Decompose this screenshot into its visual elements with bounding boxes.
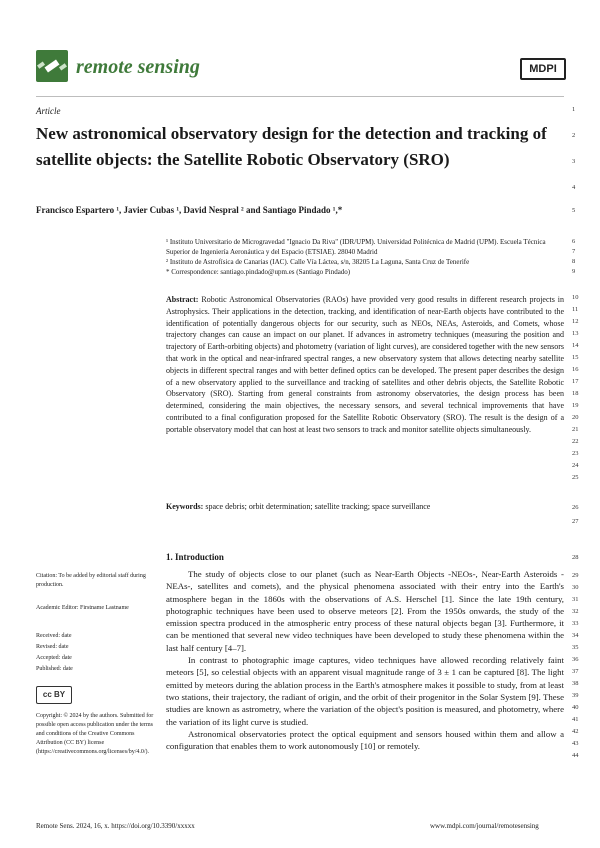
line-number: 34 — [572, 632, 579, 639]
line-number: 21 — [572, 426, 579, 433]
line-number: 15 — [572, 354, 579, 361]
line-number: 16 — [572, 366, 579, 373]
line-number: 11 — [572, 306, 579, 313]
line-number: 19 — [572, 402, 579, 409]
line-number: 39 — [572, 692, 579, 699]
body-text — [166, 568, 564, 752]
line-number: 4 — [572, 184, 576, 191]
line-number: 44 — [572, 752, 579, 759]
line-number: 20 — [572, 414, 579, 421]
article-title: New astronomical observatory design for the detection and tracking of satellite objects: the Satellite Robotic Observatory (SRO) — [36, 124, 547, 169]
line-number: 27 — [572, 518, 579, 525]
line-number: 30 — [572, 584, 579, 591]
line-number: 28 — [572, 554, 579, 561]
citation-note: Citation: To be added by editorial staff during production. — [36, 573, 146, 588]
academic-editor: Academic Editor: Firstname Lastname — [36, 605, 129, 611]
line-number: 13 — [572, 330, 579, 337]
line-number: 32 — [572, 608, 579, 615]
line-number: 35 — [572, 644, 579, 651]
line-number: 5 — [572, 207, 576, 214]
line-number: 23 — [572, 450, 579, 457]
published-date: Published: date — [36, 666, 73, 672]
line-number: 33 — [572, 620, 579, 627]
line-number: 3 — [572, 158, 576, 165]
affiliation-2: ² Instituto de Astrofísica de Canarias (IAC). Calle Vía Láctea, s/n, 38205 La Laguna, Santa Cruz de Tenerife — [166, 258, 470, 266]
line-number: 26 — [572, 504, 579, 511]
line-number: 29 — [572, 572, 579, 579]
line-number: 2 — [572, 132, 576, 139]
paragraph: In contrast to photographic image captures, video techniques have allowed recording relatively faint meteors [5], so celestial objects with an apparent visual magnitude range of 3 ± 1 can be captured [8]. The light emitted by meteors during the ablation process in the Earth's atmosphere makes it possible to study, from at least two stations, their trajectory, the radiant of origin, and the orbit of their progenitor in the Solar System [9]. These studies are known as astrometry, where the variation of the object's position is measured, and photometry, where the variation of its light curve is studied. — [166, 655, 564, 727]
affiliation-1: ¹ Instituto Universitario de Microgravedad "Ignacio Da Riva" (IDR/UPM). Universidad Politécnica de Madrid (UPM). Escuela Técnica Superior de Ingeniería Aeronáutica y del Espacio (ETSIAE). 28040 Madrid — [166, 238, 546, 256]
line-number: 17 — [572, 378, 579, 385]
revised-date: Revised: date — [36, 644, 69, 650]
abstract-label: Abstract: — [166, 295, 199, 304]
correspondence: * Correspondence: santiago.pindado@upm.es (Santiago Pindado) — [166, 268, 351, 276]
line-number: 38 — [572, 680, 579, 687]
line-number: 14 — [572, 342, 579, 349]
line-number: 7 — [572, 248, 576, 255]
section-heading: 1. Introduction — [166, 552, 224, 562]
line-number: 36 — [572, 656, 579, 663]
footer-journal-link[interactable]: www.mdpi.com/journal/remotesensing — [430, 822, 539, 830]
copyright-notice: Copyright: © 2024 by the authors. Submitted for possible open access publication under the terms and conditions of the Creative Commons Attribution (CC BY) license (https://creativecommons.org/licenses/by/4.0/). — [36, 713, 154, 755]
journal-name: remote sensing — [76, 56, 200, 78]
line-number: 25 — [572, 474, 579, 481]
paragraph: Astronomical observatories protect the optical equipment and sensors housed within them and allow a configuration that enables them to work autonomously [10] or remotely. — [166, 728, 564, 752]
line-number: 31 — [572, 596, 579, 603]
line-number: 1 — [572, 106, 576, 113]
cc-license-badge: cc BY — [36, 686, 72, 704]
footer-citation: Remote Sens. 2024, 16, x. https://doi.org/10.3390/xxxxx — [36, 822, 195, 830]
keywords-text: space debris; orbit determination; satellite tracking; space surveillance — [205, 502, 431, 511]
line-number: 12 — [572, 318, 579, 325]
line-number: 40 — [572, 704, 579, 711]
line-number: 43 — [572, 740, 579, 747]
paragraph: The study of objects close to our planet (such as Near-Earth Objects -NEOs-, Near-Earth Asteroids -NEAs-, satellites and comets), and the physical phenomena associated with their entry into the Earth's atmosphere began in the 1860s with the observations of A.S. Herschel [1]. Since the late 19th century, photographic techniques have been used to observe meteors [2]. From the 1950s onwards, the study of the emission spectra produced in the atmospheric entry process of these natural objects began [3]. Furthermore, it can be mentioned that several new video techniques have been developed to study these phenomena within the last half century [4–7]. — [166, 569, 564, 653]
line-number: 18 — [572, 390, 579, 397]
line-number: 22 — [572, 438, 579, 445]
line-number: 42 — [572, 728, 579, 735]
author-list: Francisco Espartero ¹, Javier Cubas ¹, David Nespral ² and Santiago Pindado ¹,* — [36, 205, 343, 215]
line-number: 37 — [572, 668, 579, 675]
header-divider — [36, 96, 564, 97]
abstract — [166, 294, 564, 436]
abstract-text: Robotic Astronomical Observatories (RAOs) have provided very good results in different research projects in Astrophysics. Their applications in the detection, tracking, and identification of near-Earth objects have contributed to the identification of potentially dangerous objects for our security, such as NEOs, NEAs, Asteroids, and Comets, whose trajectory changes can cause an impact on our planet. If advances in astrometry techniques (measuring the position and trajectory of Earth-orbiting objects) and photometry (variation of light curves), are considered together with the new sensors that work in the optical and near-infrared spectral ranges, a new observatory system that allows detecting nearby satellite objects in different spectral ranges and with better defined optics can be developed. The present paper describes the design of a new observatory applied to the surveillance and tracking of satellites and other debris objects, the Satellite Robotic Observatory (SRO). Starting from general constraints from astronomy observatories, the design process has been determined, considering the main objectives, the necessary sensors, and several technical improvements that have contributed to a final configuration proposed for the Satellite Robotic Observatory (SRO). The result is the design of a portable observatory model that can host at least two sensors to track and monitor satellite objects simultaneously. — [166, 295, 564, 434]
line-number: 6 — [572, 238, 576, 245]
line-number: 24 — [572, 462, 579, 469]
publisher-logo: MDPI — [520, 58, 566, 80]
received-date: Received: date — [36, 633, 72, 639]
line-number: 10 — [572, 294, 579, 301]
line-number: 41 — [572, 716, 579, 723]
satellite-logo-icon — [36, 50, 68, 82]
article-type: Article — [36, 106, 61, 116]
line-number: 8 — [572, 258, 576, 265]
keywords — [166, 502, 564, 511]
keywords-label: Keywords: — [166, 502, 204, 511]
line-number: 9 — [572, 268, 576, 275]
accepted-date: Accepted: date — [36, 655, 72, 661]
